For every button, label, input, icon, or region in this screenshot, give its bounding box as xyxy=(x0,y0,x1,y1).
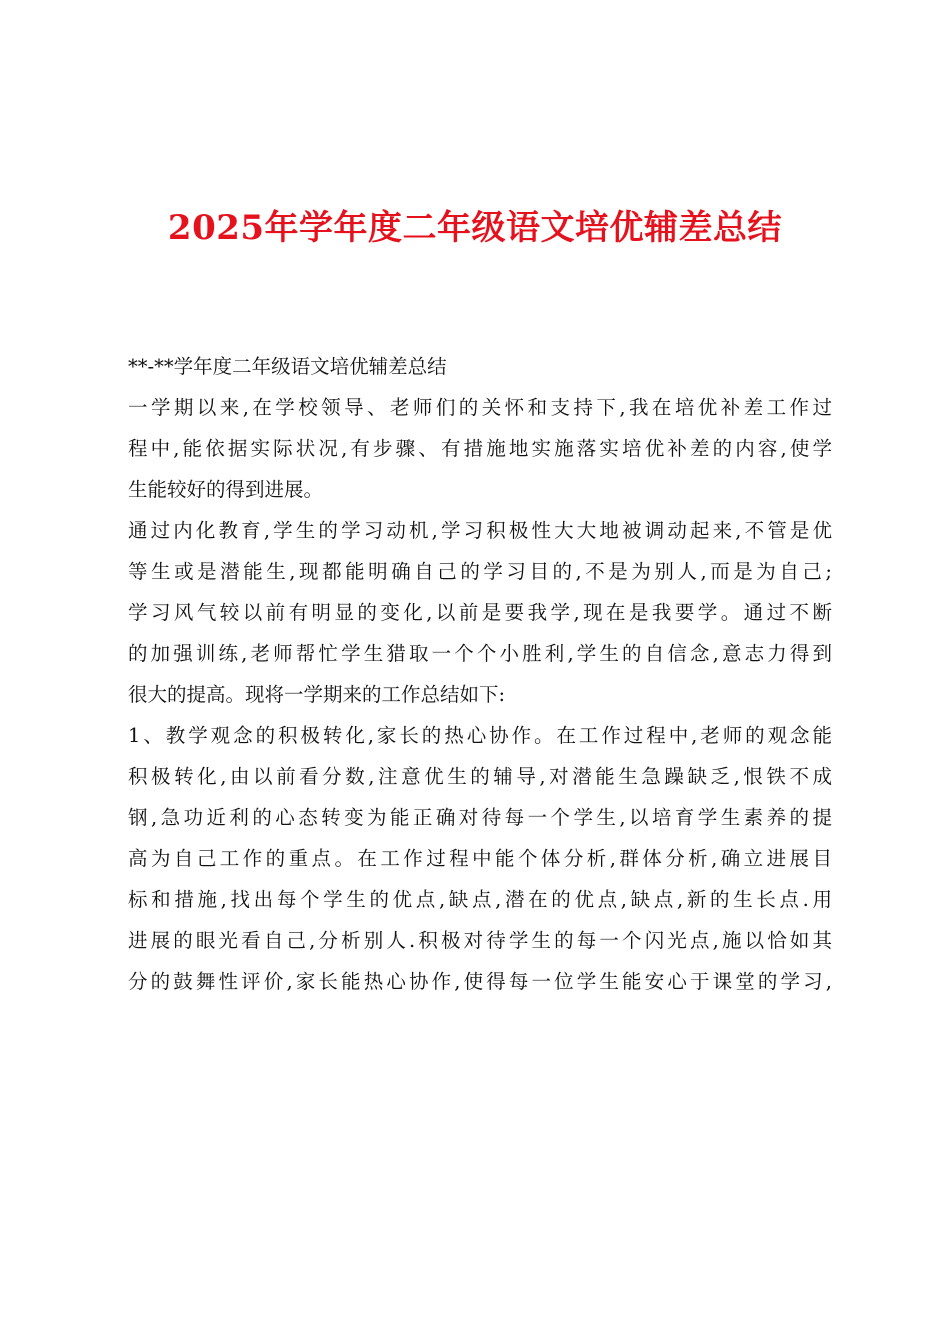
paragraph-line: 学习风气较以前有明显的变化,以前是要我学,现在是我要学。通过不断 xyxy=(128,601,832,624)
paragraph-3 xyxy=(128,715,832,1002)
document-body xyxy=(128,346,832,1002)
paragraph-line: 一学期以来,在学校领导、老师们的关怀和支持下,我在培优补差工作过 xyxy=(128,396,832,419)
paragraph-line: 钢,急功近利的心态转变为能正确对待每一个学生,以培育学生素养的提 xyxy=(128,806,832,829)
paragraph-line: 标和措施,找出每个学生的优点,缺点,潜在的优点,缺点,新的生长点.用 xyxy=(128,888,832,911)
paragraph-line: 1、教学观念的积极转化,家长的热心协作。在工作过程中,老师的观念能 xyxy=(128,724,832,747)
paragraph-line: 生能较好的得到进展。 xyxy=(128,478,324,501)
paragraph-line: 积极转化,由以前看分数,注意优生的辅导,对潜能生急躁缺乏,恨铁不成 xyxy=(128,765,832,788)
paragraph-1 xyxy=(128,387,832,510)
paragraph-line: 的加强训练,老师帮忙学生猎取一个个小胜利,学生的自信念,意志力得到 xyxy=(128,642,832,665)
paragraph-line: 程中,能依据实际状况,有步骤、有措施地实施落实培优补差的内容,使学 xyxy=(128,437,832,460)
paragraph-line: 分的鼓舞性评价,家长能热心协作,使得每一位学生能安心于课堂的学习, xyxy=(128,970,832,993)
document-subtitle: **-**学年度二年级语文培优辅差总结 xyxy=(128,355,447,378)
paragraph-line: 高为自己工作的重点。在工作过程中能个体分析,群体分析,确立进展目 xyxy=(128,847,832,870)
paragraph-line: 很大的提高。现将一学期来的工作总结如下: xyxy=(128,683,506,706)
paragraph-line: 通过内化教育,学生的学习动机,学习积极性大大地被调动起来,不管是优 xyxy=(128,519,832,542)
paragraph-2 xyxy=(128,510,832,715)
paragraph-line: 进展的眼光看自己,分析别人.积极对待学生的每一个闪光点,施以恰如其 xyxy=(128,929,832,952)
document-title: 2025年学年度二年级语文培优辅差总结 xyxy=(167,208,783,248)
paragraph-line: 等生或是潜能生,现都能明确自己的学习目的,不是为别人,而是为自己; xyxy=(128,560,832,583)
